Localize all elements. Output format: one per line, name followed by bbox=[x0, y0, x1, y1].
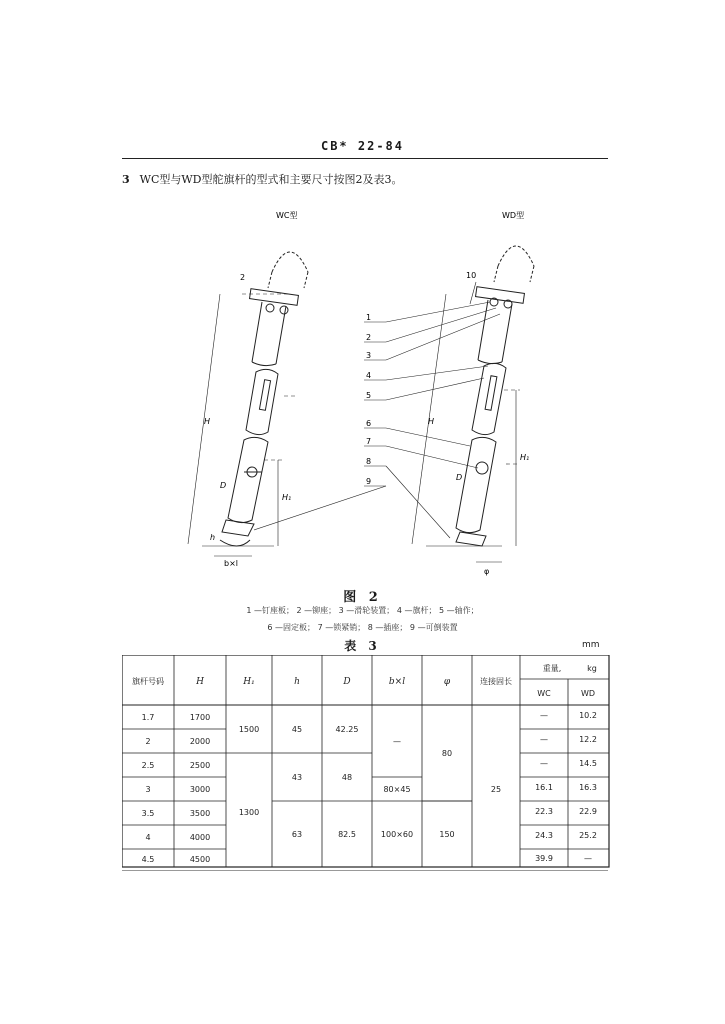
hdr-H: H bbox=[196, 677, 204, 687]
hdr-wd: WD bbox=[580, 689, 596, 698]
cell-H: 3500 bbox=[189, 809, 211, 818]
cell-H: 2500 bbox=[189, 761, 211, 770]
dim-h-left: H bbox=[204, 417, 211, 426]
footer-rule bbox=[122, 870, 608, 871]
cell-H: 1700 bbox=[189, 713, 211, 722]
dim-h-small: h bbox=[210, 533, 216, 542]
hdr-phi: φ bbox=[443, 677, 451, 687]
table-unit: mm bbox=[582, 640, 600, 650]
cell-model: 1.7 bbox=[141, 713, 155, 722]
cell-wd: 14.5 bbox=[579, 759, 597, 768]
dim-h1-left: H₁ bbox=[282, 493, 292, 502]
cell-bl-group-c: 100×60 bbox=[380, 830, 414, 839]
cell-bl-group-a: — bbox=[393, 737, 401, 746]
cell-model: 3.5 bbox=[141, 809, 155, 818]
dim-d-right: D bbox=[456, 473, 463, 482]
cell-wd: 22.9 bbox=[579, 807, 597, 816]
cell-wd: 25.2 bbox=[579, 831, 597, 840]
cell-h-group-a: 45 bbox=[291, 725, 303, 734]
cell-wc: — bbox=[540, 711, 548, 720]
cell-wd: 12.2 bbox=[579, 735, 597, 744]
hdr-weight: 重量, bbox=[542, 664, 562, 673]
cell-h1-group-a: 1500 bbox=[238, 725, 260, 734]
cell-wc: — bbox=[540, 759, 548, 768]
cell-thickness: 25 bbox=[490, 785, 502, 794]
cell-h-group-b: 43 bbox=[291, 773, 303, 782]
cell-wc: 39.9 bbox=[535, 854, 553, 863]
hdr-model: 旗杆号码 bbox=[132, 677, 164, 686]
cell-model: 4 bbox=[145, 833, 151, 842]
cell-H: 4000 bbox=[189, 833, 211, 842]
section-text: WC型与WD型舵旗杆的型式和主要尺寸按图2及表3。 bbox=[139, 173, 403, 186]
wc-title: WC型 bbox=[276, 211, 298, 220]
section-paragraph bbox=[122, 171, 403, 187]
cell-model: 4.5 bbox=[141, 855, 155, 864]
cell-model: 3 bbox=[145, 785, 151, 794]
table-3 bbox=[122, 655, 610, 869]
cell-phi-group-a: 80 bbox=[441, 749, 453, 758]
wd-pole-drawing bbox=[412, 246, 534, 562]
document-code: CB* 22-84 bbox=[320, 139, 405, 153]
dim-10: 10 bbox=[466, 271, 477, 280]
callout-3: 3 bbox=[366, 351, 372, 360]
hdr-thickness: 连接固长 bbox=[480, 677, 512, 686]
hdr-wc: WC bbox=[537, 689, 551, 698]
cell-d-group-b: 48 bbox=[341, 773, 353, 782]
cell-wd: — bbox=[584, 854, 592, 863]
cell-d-group-a: 42.25 bbox=[335, 725, 359, 734]
callout-1: 1 bbox=[366, 313, 372, 322]
hdr-bl: b×l bbox=[388, 677, 406, 687]
cell-h1-group-b: 1300 bbox=[238, 808, 260, 817]
dim-phi: φ bbox=[484, 567, 490, 576]
cell-d-group-c: 82.5 bbox=[338, 830, 356, 839]
cell-phi-group-b: 150 bbox=[439, 830, 455, 839]
callout-leaders bbox=[254, 302, 500, 538]
wc-pole-drawing bbox=[188, 252, 308, 556]
callout-7: 7 bbox=[366, 437, 372, 446]
cell-wc: 16.1 bbox=[535, 783, 553, 792]
callout-2: 2 bbox=[366, 333, 372, 342]
dim-2: 2 bbox=[240, 273, 246, 282]
dim-d-left: D bbox=[220, 481, 227, 490]
figure-caption: 图 2 bbox=[343, 590, 382, 605]
cell-H: 2000 bbox=[189, 737, 211, 746]
wd-title: WD型 bbox=[502, 211, 525, 220]
hdr-H1: H₁ bbox=[243, 677, 255, 687]
dim-h-right: H bbox=[428, 417, 435, 426]
table-title: 表 3 bbox=[344, 639, 381, 653]
cell-bl-group-b: 80×45 bbox=[383, 785, 411, 794]
cell-model: 2.5 bbox=[141, 761, 155, 770]
cell-wc: — bbox=[540, 735, 548, 744]
header-rule bbox=[122, 158, 608, 159]
callout-5: 5 bbox=[366, 391, 372, 400]
hdr-h: h bbox=[294, 677, 300, 687]
cell-model: 2 bbox=[145, 737, 151, 746]
cell-wc: 22.3 bbox=[535, 807, 553, 816]
cell-H: 3000 bbox=[189, 785, 211, 794]
callout-8: 8 bbox=[366, 457, 372, 466]
cell-wd: 10.2 bbox=[579, 711, 597, 720]
callout-6: 6 bbox=[366, 419, 372, 428]
hdr-weight-unit: kg bbox=[587, 664, 597, 673]
cell-wd: 16.3 bbox=[579, 783, 597, 792]
cell-H: 4500 bbox=[189, 855, 211, 864]
table-rows bbox=[142, 711, 597, 864]
dim-bl: b×l bbox=[224, 559, 239, 568]
section-number: 3 bbox=[122, 173, 130, 186]
callout-9: 9 bbox=[366, 477, 372, 486]
hdr-D: D bbox=[343, 677, 351, 687]
figure-legend-line-1: 1 —钉座板； 2 —铆座； 3 —滑轮装置； 4 —旗杆； 5 —轴作； bbox=[246, 606, 479, 615]
figure-2-drawing bbox=[180, 210, 540, 582]
dim-h1-right: H₁ bbox=[520, 453, 530, 462]
cell-h-group-c: 63 bbox=[291, 830, 303, 839]
figure-legend-line-2: 6 —固定板； 7 —锁紧销； 8 —插座； 9 —可倒装置 bbox=[267, 623, 458, 632]
cell-wc: 24.3 bbox=[535, 831, 553, 840]
callout-4: 4 bbox=[366, 371, 372, 380]
